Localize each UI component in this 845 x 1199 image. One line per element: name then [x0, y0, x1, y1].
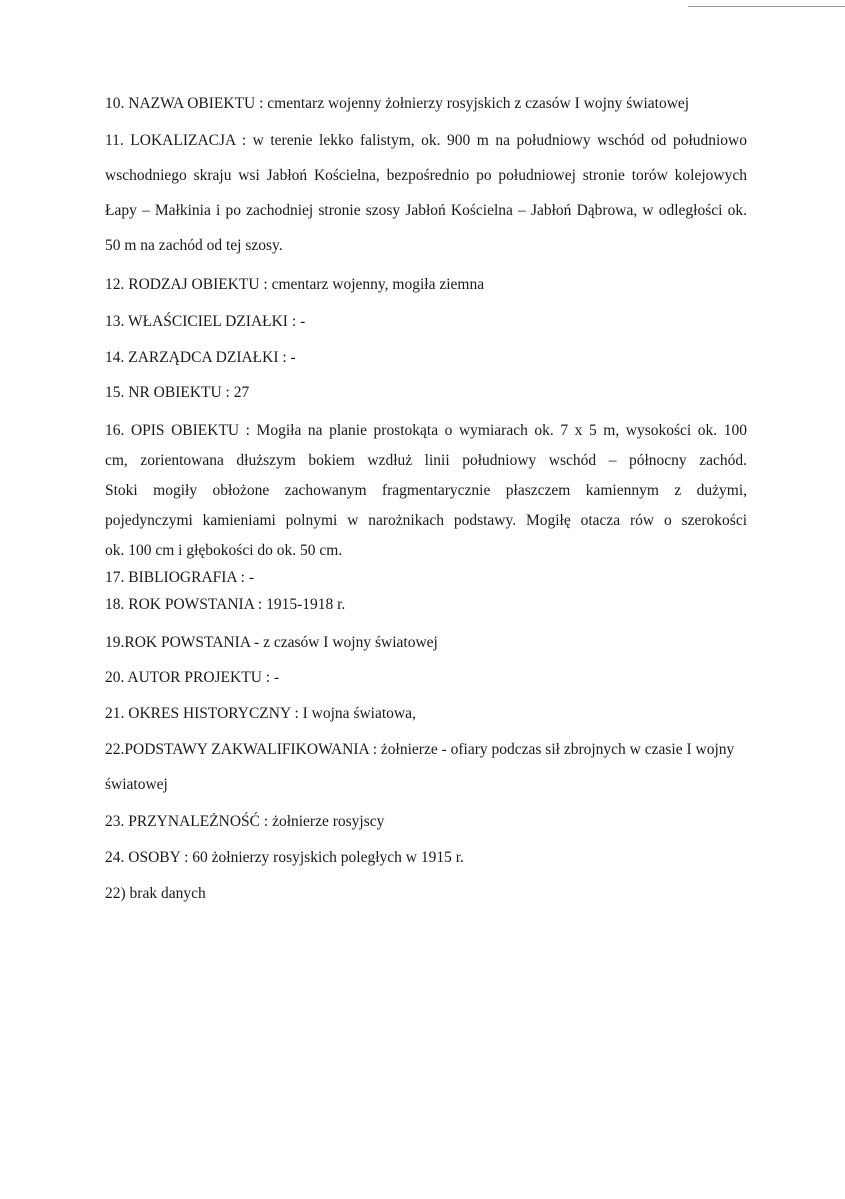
note-22-no-data: 22) brak danych: [105, 885, 206, 902]
item-11-location-line-4: 50 m na zachód od tej szosy.: [105, 237, 283, 254]
item-18-year-created: 18. ROK POWSTANIA : 1915-1918 r.: [105, 596, 346, 613]
item-13-owner: 13. WŁAŚCICIEL DZIAŁKI : -: [105, 313, 306, 330]
item-20-project-author: 20. AUTOR PROJEKTU : -: [105, 669, 280, 686]
item-22-qualification-line-2: światowej: [105, 776, 168, 793]
item-16-description-line-1: 16. OPIS OBIEKTU : Mogiła na planie prostokąta o wymiarach ok. 7 x 5 m, wysokości ok. 100: [105, 422, 747, 439]
scan-edge-line: [688, 6, 845, 7]
item-11-location-line-3: Łapy – Małkinia i po zachodniej stronie szosy Jabłoń Kościelna – Jabłoń Dąbrowa, w odległości ok.: [105, 202, 747, 219]
item-22-qualification-line-1: 22.PODSTAWY ZAKWALIFIKOWANIA : żołnierze - ofiary podczas sił zbrojnych w czasie I wojny: [105, 741, 735, 758]
item-11-location-line-2: wschodniego skraju wsi Jabłoń Kościelna, bezpośrednio po południowej stronie torów kolejowych: [105, 167, 747, 184]
item-16-description-line-3: Stoki mogiły obłożone zachowanym fragmentarycznie płaszczem kamiennym z dużymi,: [105, 482, 747, 499]
item-12-object-type: 12. RODZAJ OBIEKTU : cmentarz wojenny, mogiła ziemna: [105, 276, 485, 293]
item-14-manager: 14. ZARZĄDCA DZIAŁKI : -: [105, 349, 296, 366]
item-24-persons: 24. OSOBY : 60 żołnierzy rosyjskich poległych w 1915 r.: [105, 849, 464, 866]
item-17-bibliography: 17. BIBLIOGRAFIA : -: [105, 569, 254, 586]
item-21-historical-period: 21. OKRES HISTORYCZNY : I wojna światowa,: [105, 705, 416, 722]
item-16-description-line-4: pojedynczymi kamieniami polnymi w narożnikach podstawy. Mogiłę otacza rów o szerokości: [105, 512, 747, 529]
item-10-object-name: 10. NAZWA OBIEKTU : cmentarz wojenny żołnierzy rosyjskich z czasów I wojny światowej: [105, 95, 690, 112]
item-15-object-number: 15. NR OBIEKTU : 27: [105, 384, 250, 401]
item-19-year-created-era: 19.ROK POWSTANIA - z czasów I wojny światowej: [105, 634, 438, 651]
item-16-description-line-2: cm, zorientowana dłuższym bokiem wzdłuż linii południowy wschód – północny zachód.: [105, 452, 747, 469]
item-23-affiliation: 23. PRZYNALEŻNOŚĆ : żołnierze rosyjscy: [105, 813, 385, 830]
item-16-description-line-5: ok. 100 cm i głębokości do ok. 50 cm.: [105, 542, 343, 559]
item-11-location-line-1: 11. LOKALIZACJA : w terenie lekko falistym, ok. 900 m na południowy wschód od południowo: [105, 132, 747, 149]
